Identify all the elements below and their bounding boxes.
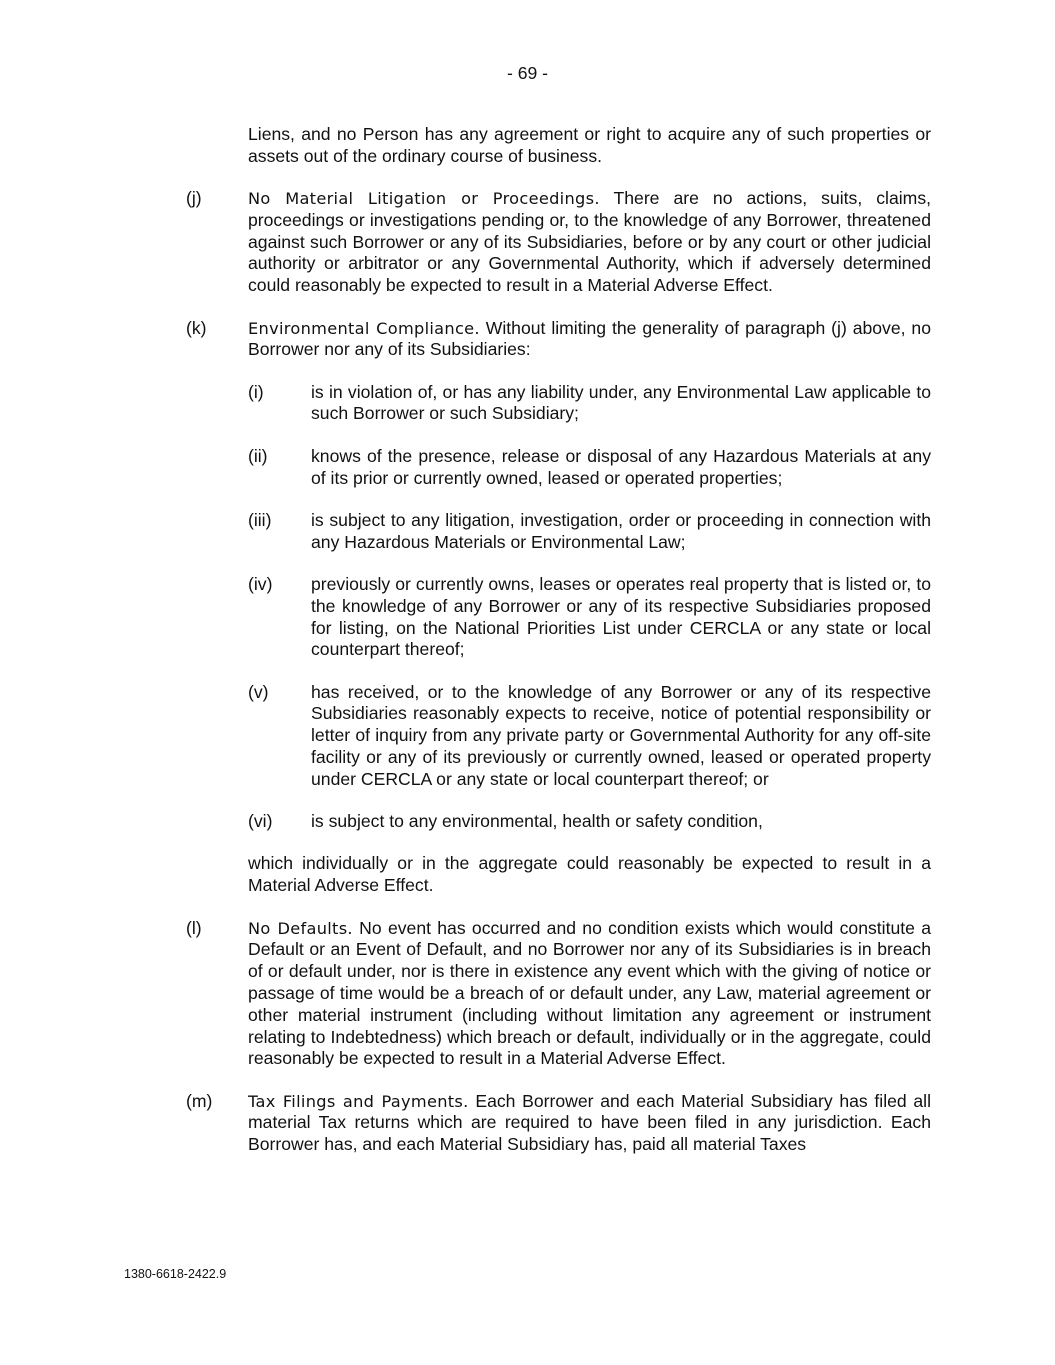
section-j: [0, 188, 1055, 297]
section-heading: No Defaults.: [248, 918, 353, 938]
subitem-v: [0, 682, 1055, 791]
subitem-text: has received, or to the knowledge of any Borrower or any of its respective Subsidiaries reasonably expects to receive, notice of potential responsibility or letter of inquiry from any private party or Governmental Authority for any off-site facility or any of its previously or currently owned, leased or operated property under CERCLA or any state or local counterpart thereof; or: [311, 681, 931, 789]
section-heading: Environmental Compliance.: [248, 318, 480, 338]
section-text: [248, 1091, 931, 1156]
subitem-label: (i): [248, 381, 264, 402]
subitem-text: is subject to any environmental, health or safety condition,: [311, 811, 763, 832]
intro-paragraph: Liens, and no Person has any agreement or right to acquire any of such properties or assets out of the ordinary course of business.: [248, 124, 931, 166]
section-k-closing: which individually or in the aggregate could reasonably be expected to result in a Material Adverse Effect.: [248, 853, 931, 896]
subitem-text: is subject to any litigation, investigation, order or proceeding in connection with any Hazardous Materials or Environmental Law;: [311, 509, 931, 552]
section-label: (k): [186, 317, 207, 338]
section-k: [0, 318, 1055, 362]
section-m: [0, 1091, 1055, 1156]
section-text: [248, 918, 931, 1071]
section-label: (j): [186, 188, 202, 209]
section-heading: No Material Litigation or Proceedings.: [248, 189, 600, 209]
section-body: Each Borrower and each Material Subsidiary has filed all material Tax returns which are required to have been filed in any jurisdiction. Each Borrower has, and each Material Subsidiary has, paid all material Taxes: [248, 1090, 932, 1155]
subitem-label: (ii): [248, 445, 268, 466]
document-id-footer: 1380-6618-2422.9: [124, 1267, 227, 1281]
subitem-label: (iii): [248, 509, 272, 530]
section-label: (m): [186, 1090, 213, 1111]
subitem-vi: [0, 811, 1055, 833]
section-l: [0, 918, 1055, 1071]
subitem-iii: [0, 510, 1055, 554]
subitem-iv: [0, 574, 1055, 661]
section-heading: Tax Filings and Payments.: [248, 1091, 469, 1111]
section-label: (l): [186, 917, 202, 938]
section-body: No event has occurred and no condition exists which would constitute a Default or an Event of Default, and no Borrower nor any of its Subsidiaries is in breach of or default under, nor is there in existence any event which with the giving of notice or passage of time would be a breach of or default under, any Law, material agreement or other material instrument (including without limitation any agreement or instrument relating to Indebtedness) which breach or default, individually or in the aggregate, could reasonably be expected to result in a Material Adverse Effect.: [248, 917, 932, 1069]
subitem-text: is in violation of, or has any liability under, any Environmental Law applicable to such Borrower or such Subsidiary;: [311, 381, 931, 424]
section-body: There are no actions, suits, claims, proceedings or investigations pending or, to the knowledge of any Borrower, threatened against such Borrower or any of its Subsidiaries, before or by any court or other judicial authority or arbitrator or any Governmental Authority, which if adversely determined could reasonably be expected to result in a Material Adverse Effect.: [248, 188, 931, 296]
document-body: [0, 124, 1055, 1176]
subitem-text: knows of the presence, release or disposal of any Hazardous Materials at any of its prior or currently owned, leased or operated properties;: [311, 445, 931, 488]
subitem-label: (v): [248, 681, 269, 702]
section-body: Without limiting the generality of paragraph (j) above, no Borrower nor any of its Subsidiaries:: [248, 317, 931, 360]
page-number: - 69 -: [506, 63, 549, 83]
subitem-label: (vi): [248, 811, 273, 832]
subitem-label: (iv): [248, 573, 273, 594]
subitem-i: [0, 382, 1055, 426]
section-text: [248, 188, 931, 297]
subitem-text: previously or currently owns, leases or operates real property that is listed or, to the knowledge of any Borrower or any of its respective Subsidiaries proposed for listing, on the National Priorities List under CERCLA or any state or local counterpart thereof;: [311, 573, 931, 660]
subitem-ii: [0, 446, 1055, 490]
section-text: [248, 318, 931, 362]
